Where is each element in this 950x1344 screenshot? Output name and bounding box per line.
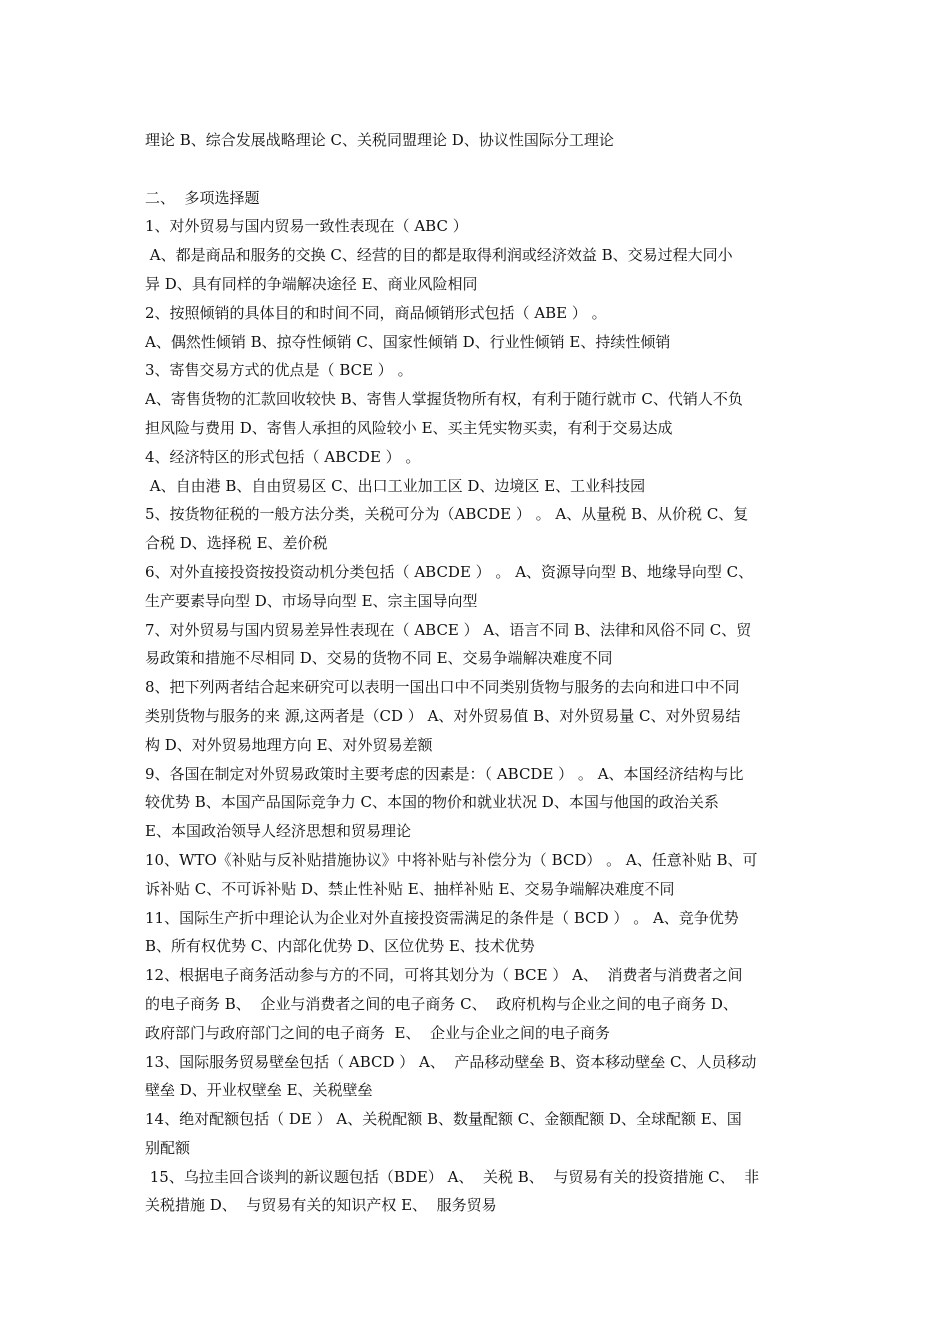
options-line: 较优势 B、本国产品国际竞争力 C、本国的物价和就业状况 D、本国与他国的政治关系 xyxy=(145,793,719,812)
options-line: A、寄售货物的汇款回收较快 B、寄售人掌握货物所有权，有利于随行就市 C、代销人不负 xyxy=(145,390,743,409)
question-9: 9、各国在制定对外贸易政策时主要考虑的因素是：（ ABCDE ） 。 A、本国经济结构与比 xyxy=(145,764,744,783)
question-15: 15、乌拉圭回合谈判的新议题包括（BDE） A、 关税 B、 与贸易有关的投资措施 C、 非 xyxy=(145,1167,760,1186)
question-11: 11、国际生产折中理论认为企业对外直接投资需满足的条件是（ BCD ） 。 A、竞争优势 xyxy=(145,908,739,927)
paragraph-gap xyxy=(145,155,815,184)
options-line: 的电子商务 B、 企业与消费者之间的电子商务 C、 政府机构与企业之间的电子商务 D、 xyxy=(145,994,738,1013)
question-1: 1、对外贸易与国内贸易一致性表现在（ ABC ） xyxy=(145,217,468,236)
options-line: 异 D、具有同样的争端解决途径 E、商业风险相同 xyxy=(145,274,478,293)
question-3: 3、寄售交易方式的优点是（ BCE ） 。 xyxy=(145,361,413,380)
options-line: 诉补贴 C、不可诉补贴 D、禁止性补贴 E、抽样补贴 E、交易争端解决难度不同 xyxy=(145,879,675,898)
question-7: 7、对外贸易与国内贸易差异性表现在（ ABCE ） A、语言不同 B、法律和风俗不同 C、贸 xyxy=(145,620,752,639)
options-line: 关税措施 D、 与贸易有关的知识产权 E、 服务贸易 xyxy=(145,1196,497,1215)
question-5: 5、按货物征税的一般方法分类，关税可分为（ABCDE ） 。 A、从量税 B、从价税 C、复 xyxy=(145,505,749,524)
options-line: 壁垒 D、开业权壁垒 E、关税壁垒 xyxy=(145,1081,373,1100)
question-6: 6、对外直接投资按投资动机分类包括（ ABCDE ） 。 A、资源导向型 B、地缘导向型 C、 xyxy=(145,562,754,581)
question-8: 8、把下列两者结合起来研究可以表明一国出口中不同类别货物与服务的去向和进口中不同 xyxy=(145,678,740,697)
options-line: 生产要素导向型 D、市场导向型 E、宗主国导向型 xyxy=(145,591,478,610)
options-line: 政府部门与政府部门之间的电子商务 E、 企业与企业之间的电子商务 xyxy=(145,1023,611,1042)
options-line: A、都是商品和服务的交换 C、经营的目的都是取得利润或经济效益 B、交易过程大同小 xyxy=(145,246,733,265)
options-line: A、偶然性倾销 B、掠夺性倾销 C、国家性倾销 D、行业性倾销 E、持续性倾销 xyxy=(145,332,671,351)
document-page xyxy=(145,126,815,1220)
question-10: 10、WTO《补贴与反补贴措施协议》中将补贴与补偿分为（ BCD） 。 A、任意补贴 B、可 xyxy=(145,850,758,869)
question-13: 13、国际服务贸易壁垒包括（ ABCD ） A、 产品移动壁垒 B、资本移动壁垒 C、人员移动 xyxy=(145,1052,757,1071)
options-line: 合税 D、选择税 E、差价税 xyxy=(145,534,328,553)
options-line: 担风险与费用 D、寄售人承担的风险较小 E、买主凭实物买卖，有利于交易达成 xyxy=(145,418,673,437)
options-line: E、本国政治领导人经济思想和贸易理论 xyxy=(145,822,411,841)
question-12: 12、根据电子商务活动参与方的不同，可将其划分为（ BCE ） A、 消费者与消费者之间 xyxy=(145,966,743,985)
options-line: B、所有权优势 C、内部化优势 D、区位优势 E、技术优势 xyxy=(145,937,535,956)
options-line: 构 D、对外贸易地理方向 E、对外贸易差额 xyxy=(145,735,433,754)
section-heading: 二、 多项选择题 xyxy=(145,188,260,207)
options-line: 易政策和措施不尽相同 D、交易的货物不同 E、交易争端解决难度不同 xyxy=(145,649,613,668)
text-line: 理论 B、综合发展战略理论 C、关税同盟理论 D、协议性国际分工理论 xyxy=(145,131,614,149)
question-2: 2、按照倾销的具体目的和时间不同，商品倾销形式包括（ ABE ） 。 xyxy=(145,303,607,322)
options-line: 别配额 xyxy=(145,1138,191,1157)
question-14: 14、绝对配额包括（ DE ） A、关税配额 B、数量配额 C、金额配额 D、全球配额 E、国 xyxy=(145,1110,742,1129)
question-4: 4、经济特区的形式包括（ ABCDE ） 。 xyxy=(145,447,421,466)
options-line: A、自由港 B、自由贸易区 C、出口工业加工区 D、边境区 E、工业科技园 xyxy=(145,476,646,495)
options-line: 类别货物与服务的来 源,这两者是（CD ） A、对外贸易值 B、对外贸易量 C、对外贸易结 xyxy=(145,706,741,725)
